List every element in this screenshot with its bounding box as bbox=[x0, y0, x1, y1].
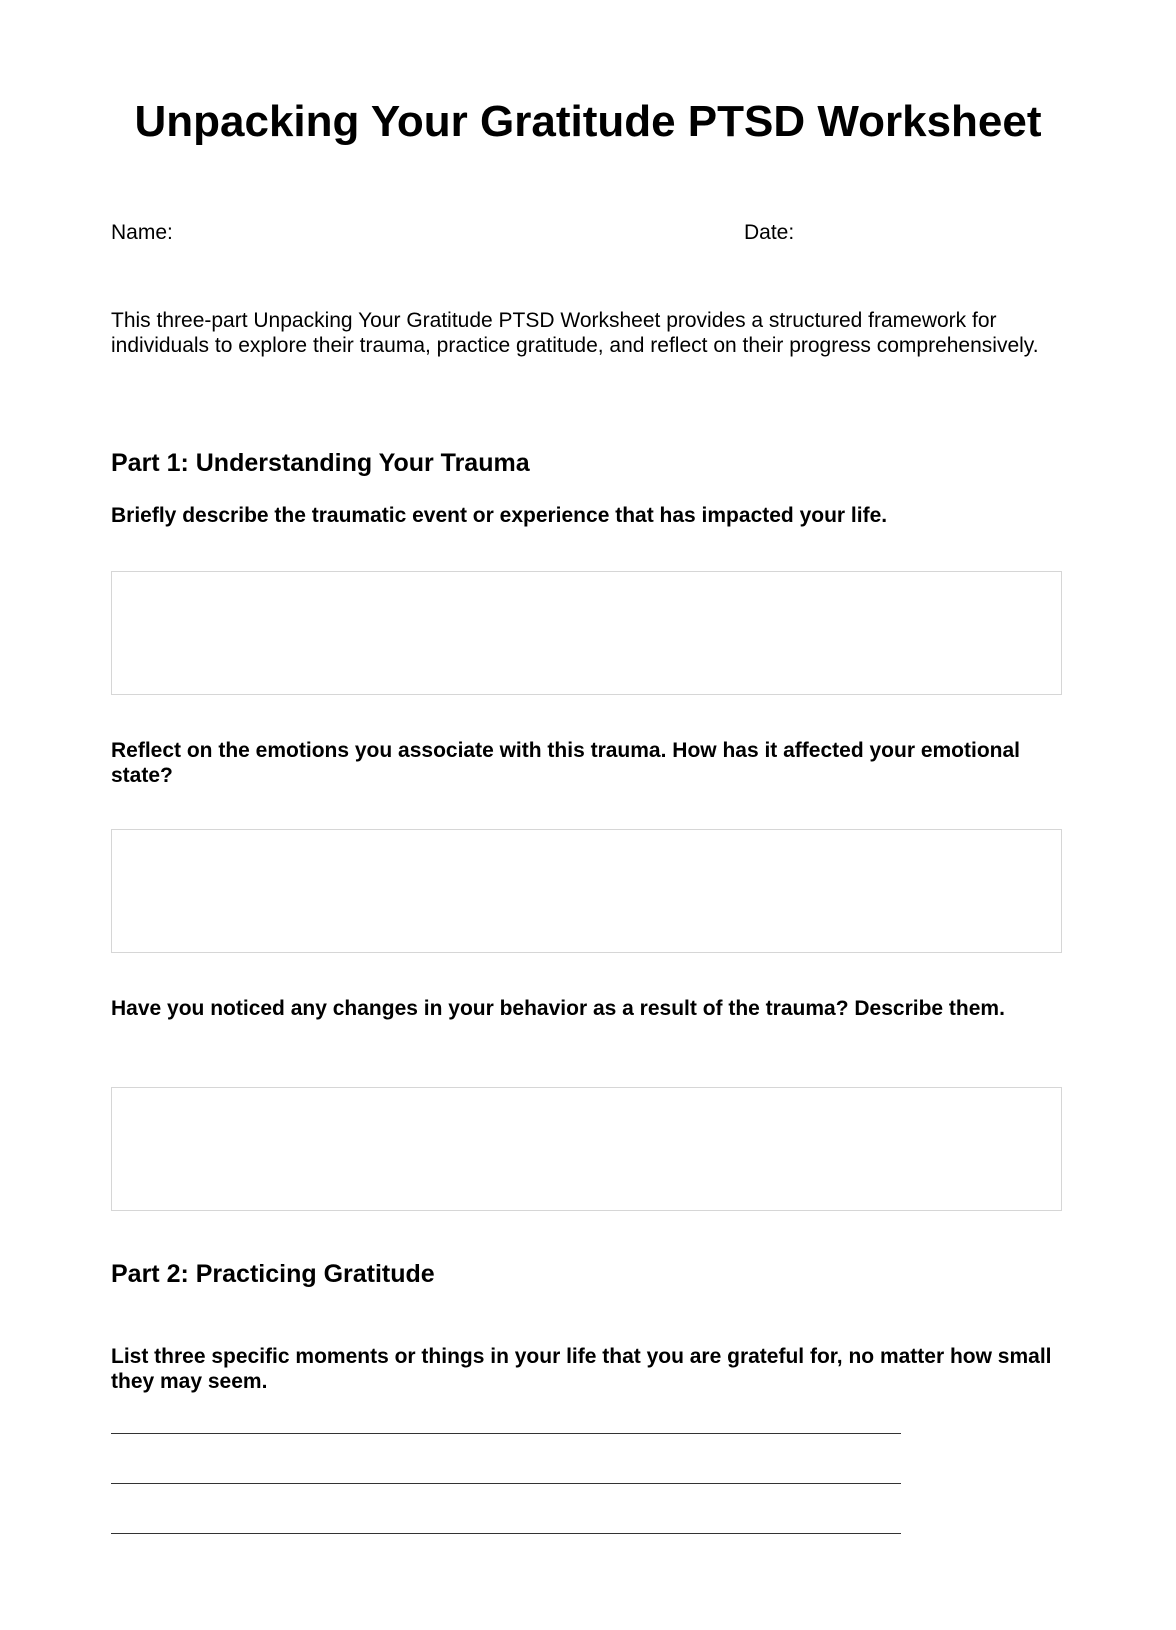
part1-heading: Part 1: Understanding Your Trauma bbox=[111, 449, 530, 477]
worksheet-title: Unpacking Your Gratitude PTSD Worksheet bbox=[134, 97, 1042, 146]
part1-question-1: Briefly describe the traumatic event or experience that has impacted your life. bbox=[111, 504, 888, 527]
date-label: Date: bbox=[744, 221, 795, 244]
part1-answer-box-2[interactable] bbox=[111, 829, 1062, 953]
part2-question-1: List three specific moments or things in your life that you are grateful for, no matter how small they may seem. bbox=[111, 1345, 1052, 1393]
gratitude-answer-line-2[interactable] bbox=[111, 1483, 901, 1484]
part1-question-2: Reflect on the emotions you associate with this trauma. How has it affected your emotional state? bbox=[111, 739, 1020, 787]
intro-paragraph: This three-part Unpacking Your Gratitude PTSD Worksheet provides a structured framework for individuals to explore their trauma, practice gratitude, and reflect on their progress comprehensively. bbox=[111, 309, 1039, 357]
part1-answer-box-1[interactable] bbox=[111, 571, 1062, 695]
part2-heading: Part 2: Practicing Gratitude bbox=[111, 1260, 435, 1288]
gratitude-answer-line-1[interactable] bbox=[111, 1433, 901, 1434]
gratitude-answer-line-3[interactable] bbox=[111, 1533, 901, 1534]
name-label: Name: bbox=[111, 221, 173, 244]
part1-answer-box-3[interactable] bbox=[111, 1087, 1062, 1211]
part1-question-3: Have you noticed any changes in your behavior as a result of the trauma? Describe them. bbox=[111, 997, 1005, 1020]
